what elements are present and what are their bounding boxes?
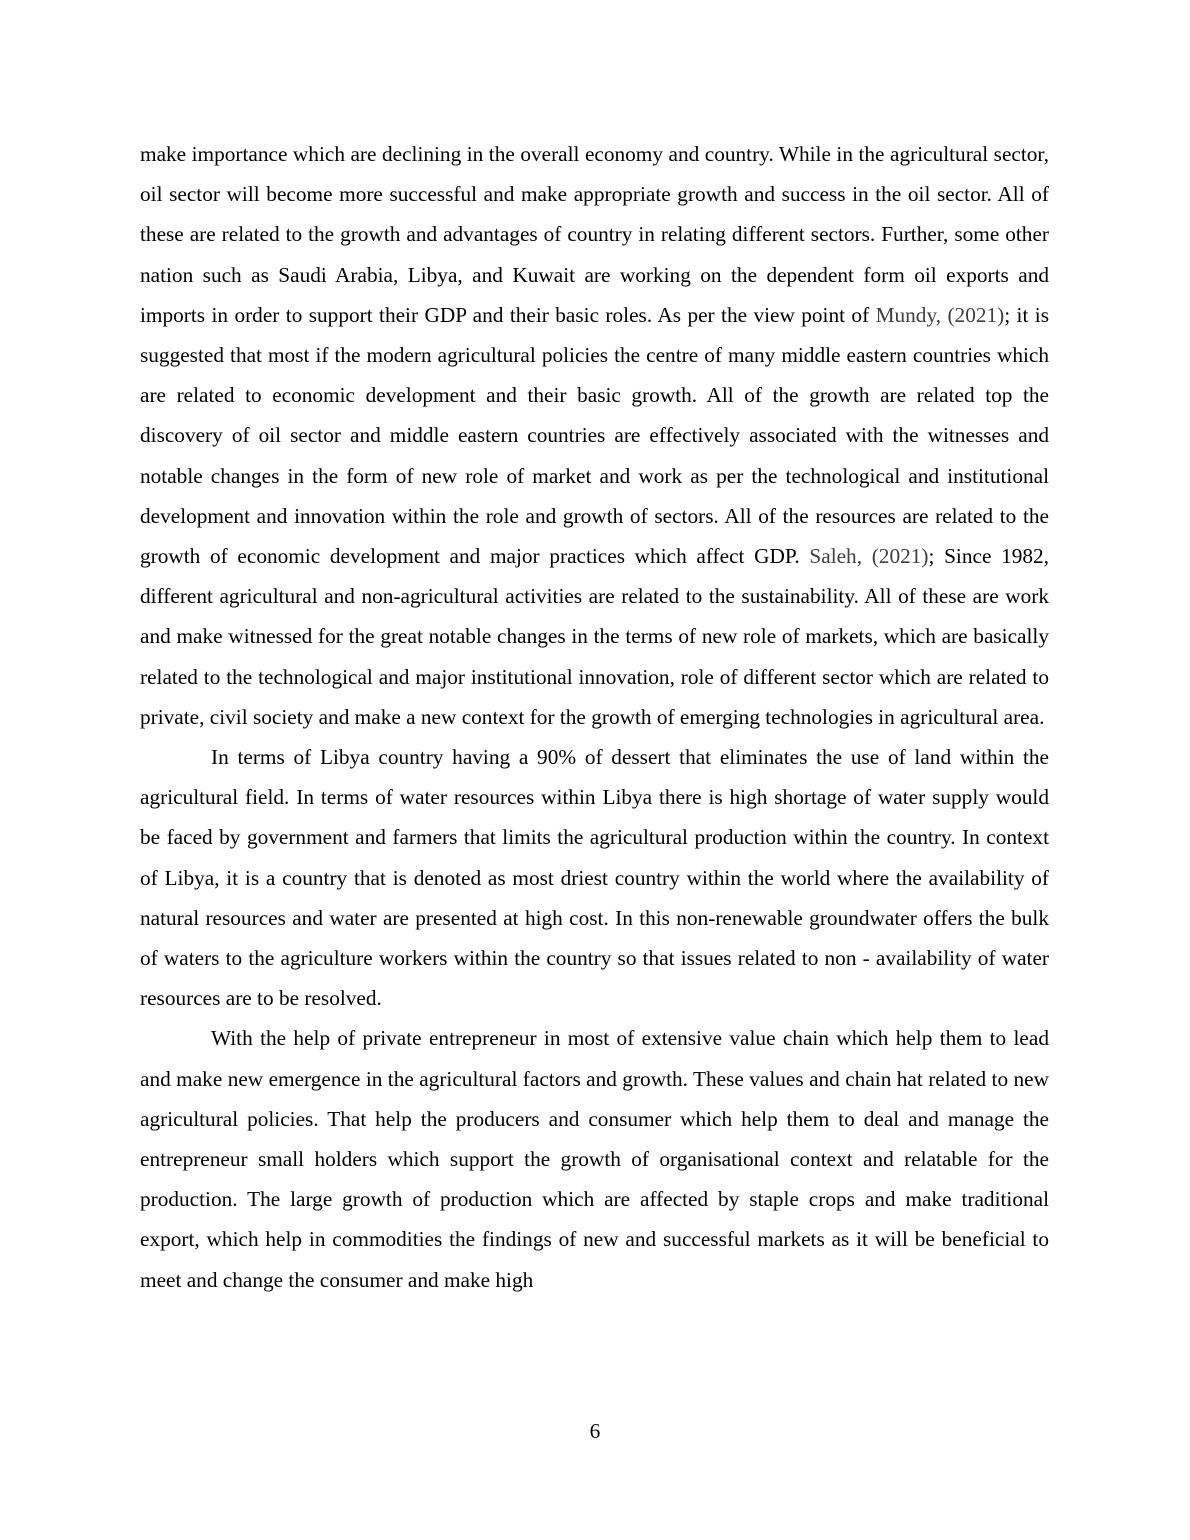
document-body [140,134,1049,1300]
paragraph-2: In terms of Libya country having a 90% of dessert that eliminates the use of land within the agricultural field. In terms of water resources within Libya there is high shortage of water supply would be faced by government and farmers that limits the agricultural production within the country. In context of Libya, it is a country that is denoted as most driest country within the world where the availability of natural resources and water are presented at high cost. In this non-renewable groundwater offers the bulk of waters to the agriculture workers within the country so that issues related to non - availability of water resources are to be resolved. [140,745,1049,1011]
page-number: 6 [589,1419,601,1443]
paragraph-1-text-end: ; Since 1982, different agricultural and non-agricultural activities are related to the sustainability. All of these are work and make witnessed for the great notable changes in the terms of new role of markets, which are basically related to the technological and major institutional innovation, role of different sector which are related to private, civil society and make a new context for the growth of emerging technologies in agricultural area. [140,544,1049,729]
paragraph-3: With the help of private entrepreneur in most of extensive value chain which help them to lead and make new emergence in the agricultural factors and growth. These values and chain hat related to new agricultural policies. That help the producers and consumer which help them to deal and manage the entrepreneur small holders which support the growth of organisational context and relatable for the production. The large growth of production which are affected by staple crops and make traditional export, which help in commodities the findings of new and successful markets as it will be beneficial to meet and change the consumer and make high [140,1026,1049,1292]
paragraph-1 [140,134,1049,737]
paragraph-1-text-start: make importance which are declining in the overall economy and country. While in the agricultural sector, oil sector will become more successful and make appropriate growth and success in the oil sector. All of these are related to the growth and advantages of country in relating different sectors. Further, some other nation such as Saudi Arabia, Libya, and Kuwait are working on the dependent form oil exports and imports in order to support their GDP and their basic roles. As per the view point of [140,142,1049,327]
citation-mundy: Mundy, (2021) [875,302,1005,327]
citation-saleh: Saleh, (2021) [809,544,929,569]
paragraph-1-text-middle: ; it is suggested that most if the modern agricultural policies the centre of many middle eastern countries which are related to economic development and their basic growth. All of the growth are related top the discovery of oil sector and middle eastern countries are effectively associated with the witnesses and notable changes in the form of new role of market and work as per the technological and institutional development and innovation within the role and growth of sectors. All of the resources are related to the growth of economic development and major practices which affect GDP. [140,302,1049,569]
